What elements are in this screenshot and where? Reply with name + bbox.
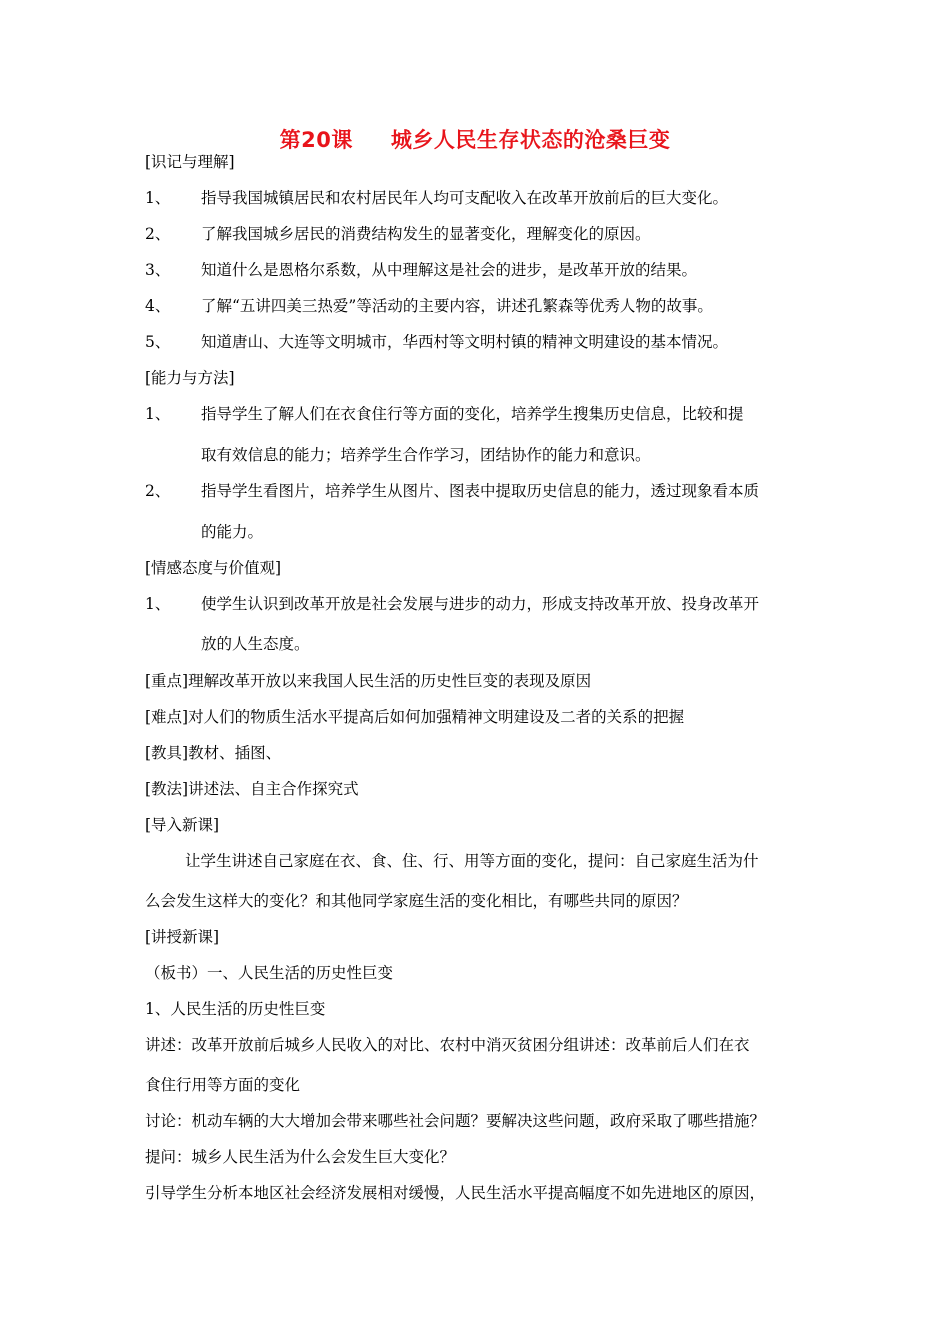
section-header-memory: [识记与理解] <box>145 153 235 171</box>
board-heading: （板书）一、人民生活的历史性巨变 <box>145 964 394 982</box>
new-lesson-header: [讲授新课] <box>145 928 220 946</box>
list-text: 使学生认识到改革开放是社会发展与进步的动力，形成支持改革开放、投身改革开 <box>201 595 760 613</box>
lesson-title <box>0 124 950 154</box>
list-item-continuation: 取有效信息的能力；培养学生合作学习，团结协作的能力和意识。 <box>201 446 651 464</box>
discussion-paragraph: 讨论：机动车辆的大大增加会带来哪些社会问题？要解决这些问题，政府采取了哪些措施？ <box>145 1112 766 1130</box>
section-header-ability: [能力与方法] <box>145 369 235 387</box>
subheading: 1、人民生活的历史性巨变 <box>145 1000 326 1018</box>
difficulty: [难点]对人们的物质生活水平提高后如何加强精神文明建设及二者的关系的把握 <box>145 708 685 726</box>
list-index: 4、 <box>145 297 171 315</box>
list-item-continuation: 放的人生态度。 <box>201 635 310 653</box>
list-item <box>145 481 759 501</box>
list-index: 1、 <box>145 595 171 613</box>
list-text: 知道唐山、大连等文明城市，华西村等文明村镇的精神文明建设的基本情况。 <box>201 333 729 351</box>
guide-paragraph: 引导学生分析本地区社会经济发展相对缓慢，人民生活水平提高幅度不如先进地区的原因， <box>145 1184 766 1202</box>
list-index: 5、 <box>145 333 171 351</box>
list-index: 1、 <box>145 189 171 207</box>
list-item <box>145 296 713 316</box>
section-header-values: [情感态度与价值观] <box>145 559 282 577</box>
list-index: 2、 <box>145 482 171 500</box>
list-index: 2、 <box>145 225 171 243</box>
question-paragraph: 提问：城乡人民生活为什么会发生巨大变化？ <box>145 1148 456 1166</box>
narration-paragraph-cont: 食住行用等方面的变化 <box>145 1076 301 1094</box>
list-item <box>145 188 728 208</box>
list-item <box>145 332 728 352</box>
teaching-tools: [教具]教材、插图、 <box>145 744 282 762</box>
key-point: [重点]理解改革开放以来我国人民生活的历史性巨变的表现及原因 <box>145 672 592 690</box>
list-text: 了解我国城乡居民的消费结构发生的显著变化，理解变化的原因。 <box>201 225 651 243</box>
lesson-number: 第20课 <box>279 128 353 152</box>
list-text: 指导学生了解人们在衣食住行等方面的变化，培养学生搜集历史信息，比较和提 <box>201 405 744 423</box>
narration-paragraph: 讲述：改革开放前后城乡人民收入的对比、农村中消灭贫困分组讲述：改革前后人们在衣 <box>145 1036 750 1054</box>
list-index: 3、 <box>145 261 171 279</box>
list-text: 了解“五讲四美三热爱”等活动的主要内容，讲述孔繁森等优秀人物的故事。 <box>201 297 713 315</box>
list-item <box>145 594 759 614</box>
list-text: 知道什么是恩格尔系数，从中理解这是社会的进步，是改革开放的结果。 <box>201 261 698 279</box>
list-item-continuation: 的能力。 <box>201 523 264 541</box>
intro-header: [导入新课] <box>145 816 220 834</box>
intro-paragraph: 让学生讲述自己家庭在衣、食、住、行、用等方面的变化，提问：自己家庭生活为什 <box>185 852 759 870</box>
list-item <box>145 260 697 280</box>
teaching-methods: [教法]讲述法、自主合作探究式 <box>145 780 359 798</box>
list-index: 1、 <box>145 405 171 423</box>
intro-paragraph-cont: 么会发生这样大的变化？和其他同学家庭生活的变化相比，有哪些共同的原因？ <box>145 892 688 910</box>
list-item <box>145 224 651 244</box>
list-text: 指导我国城镇居民和农村居民年人均可支配收入在改革开放前后的巨大变化。 <box>201 189 729 207</box>
list-item <box>145 404 744 424</box>
lesson-title-text: 城乡人民生存状态的沧桑巨变 <box>390 128 671 152</box>
list-text: 指导学生看图片，培养学生从图片、图表中提取历史信息的能力，透过现象看本质 <box>201 482 760 500</box>
